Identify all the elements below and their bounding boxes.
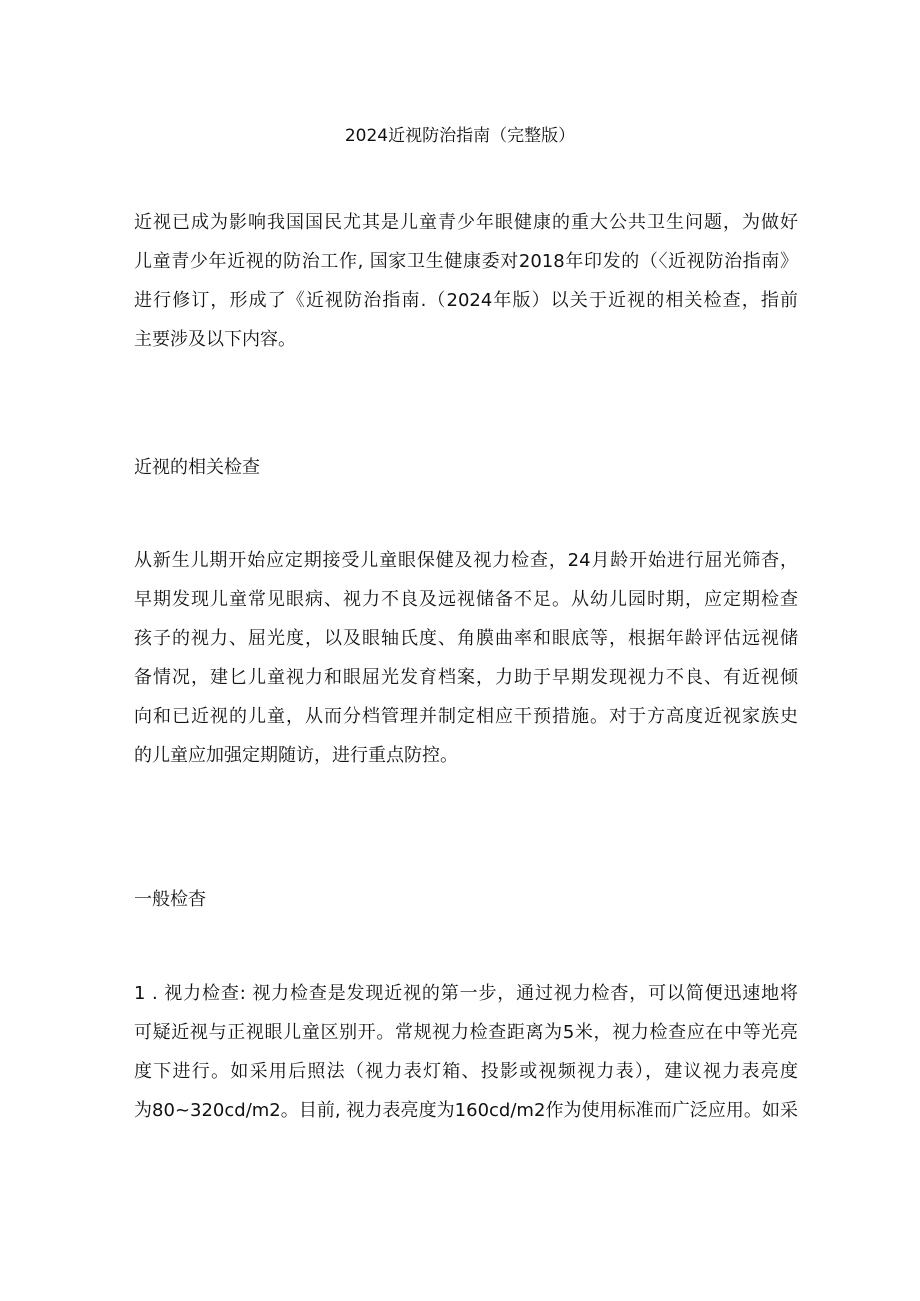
section1-line: 早期发现儿童常见眼病、视力不良及远视储备不足。从幼儿园时期，应定期检查 bbox=[134, 589, 798, 610]
section2-line: 度下进行。如采用后照法（视力表灯箱、投影或视频视力表），建议视力表亮度 bbox=[134, 1061, 798, 1082]
intro-line: 进行修订，形成了《近视防治指南.（2024年版）以关于近视的相关检查，指前 bbox=[134, 290, 798, 311]
document-title: 2024近视防治指南（完整版） bbox=[344, 126, 576, 146]
intro-line: 近视已成为影响我国国民尤其是儿童青少年眼健康的重大公共卫生问题，为做好 bbox=[134, 212, 798, 233]
intro-paragraph bbox=[134, 203, 798, 359]
section2-line: 可疑近视与正视眼儿童区别开。常规视力检查距离为5米，视力检查应在中等光亮 bbox=[134, 1022, 798, 1043]
intro-line: 儿童青少年近视的防治工作, 国家卫生健康委对2018年印发的（〈近视防治指南》 bbox=[134, 251, 798, 272]
section-heading-general-checks: 一般检杳 bbox=[134, 889, 206, 910]
section2-line: 1 . 视力检查: 视力检查是发现近视的第一步，通过视力检杳，可以简便迅速地将 bbox=[134, 983, 798, 1004]
section1-line: 向和已近视的儿童，从而分档管理并制定相应干预措施。对于方高度近视家族史 bbox=[134, 706, 798, 727]
section1-line: 的儿童应加强定期随访，进行重点防控。 bbox=[134, 745, 458, 766]
section2-paragraph bbox=[134, 974, 798, 1130]
section1-line: 从新生儿期开始应定期接受儿童眼保健及视力检查，24月龄开始进行屈光筛杳， bbox=[134, 550, 798, 571]
section-heading-related-checks: 近视的相关检查 bbox=[134, 457, 260, 478]
section1-paragraph bbox=[134, 541, 798, 775]
section2-line: 为80~320cd/m2。目前, 视力表亮度为160cd/m2作为使用标准而广泛应用。如采 bbox=[134, 1100, 798, 1121]
intro-line: 主要涉及以下内容。 bbox=[134, 329, 296, 350]
section1-line: 备情况，建匕儿童视力和眼屈光发育档案，力助于早期发现视力不良、有近视倾 bbox=[134, 667, 798, 688]
section1-line: 孩子的视力、屈光度，以及眼轴氏度、角膜曲率和眼底等，根据年龄评估远视储 bbox=[134, 628, 798, 649]
